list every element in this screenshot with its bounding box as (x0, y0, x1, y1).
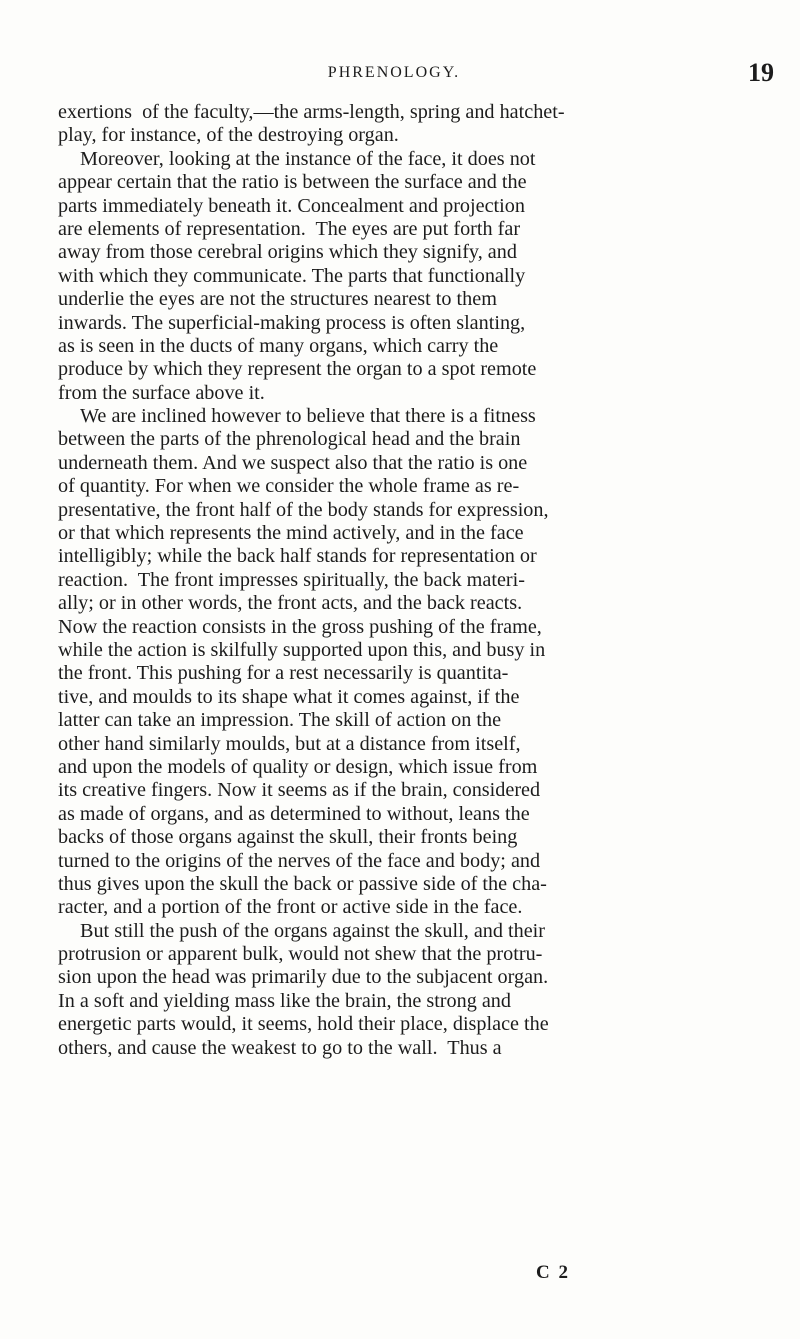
text-line: ally; or in other words, the front acts, and the back reacts. (58, 592, 523, 615)
text-line: protrusion or apparent bulk, would not shew that the protru- (58, 943, 543, 966)
printer-signature-mark: C 2 (536, 1262, 570, 1283)
running-title: PHRENOLOGY. (327, 64, 461, 81)
text-line: reaction. The front impresses spiritually, the back materi- (58, 568, 525, 591)
text-line: its creative fingers. Now it seems as if the brain, considered (58, 779, 541, 802)
text-line: inwards. The superficial-making process is often slanting, (58, 311, 526, 334)
text-line: with which they communicate. The parts that functionally (58, 264, 526, 287)
text-line: away from those cerebral origins which they signify, and (58, 241, 517, 264)
text-line: We are inclined however to believe that there is a fitness (80, 405, 536, 428)
body-text (58, 101, 798, 1060)
text-line: underlie the eyes are not the structures nearest to them (58, 288, 497, 311)
text-line: others, and cause the weakest to go to the wall. Thus a (58, 1036, 502, 1059)
text-line: But still the push of the organs against the skull, and their (80, 919, 546, 942)
text-line: In a soft and yielding mass like the brain, the strong and (58, 989, 511, 1012)
text-line: as made of organs, and as determined to without, leans the (58, 802, 530, 825)
text-line: turned to the origins of the nerves of the face and body; and (58, 849, 541, 872)
text-line: between the parts of the phrenological head and the brain (58, 428, 521, 451)
text-line: or that which represents the mind actively, and in the face (58, 522, 524, 545)
text-line: intelligibly; while the back half stands for representation or (58, 545, 537, 568)
text-line: tive, and moulds to its shape what it comes against, if the (58, 685, 520, 708)
text-line: from the surface above it. (58, 381, 265, 404)
text-line: parts immediately beneath it. Concealment and projection (58, 194, 525, 217)
text-line: while the action is skilfully supported upon this, and busy in (58, 638, 546, 661)
text-line: energetic parts would, it seems, hold their place, displace the (58, 1013, 549, 1036)
text-line: the front. This pushing for a rest necessarily is quantita- (58, 662, 509, 685)
text-line: Moreover, looking at the instance of the face, it does not (80, 147, 536, 170)
page-number: 19 (748, 58, 774, 87)
text-line: racter, and a portion of the front or active side in the face. (58, 896, 523, 919)
text-line: backs of those organs against the skull, their fronts being (58, 826, 518, 849)
text-line: and upon the models of quality or design, which issue from (58, 755, 538, 778)
text-line: presentative, the front half of the body stands for expression, (58, 498, 549, 521)
text-line: as is seen in the ducts of many organs, which carry the (58, 334, 499, 357)
text-line: thus gives upon the skull the back or passive side of the cha- (58, 872, 547, 895)
text-line: are elements of representation. The eyes are put forth far (58, 217, 521, 240)
text-line: underneath them. And we suspect also that the ratio is one (58, 451, 528, 474)
text-line: other hand similarly moulds, but at a distance from itself, (58, 732, 521, 755)
text-line: latter can take an impression. The skill of action on the (58, 709, 502, 732)
text-line: exertions of the faculty,—the arms-length, spring and hatchet- (58, 101, 565, 123)
text-line: produce by which they represent the organ to a spot remote (58, 358, 537, 381)
text-line: sion upon the head was primarily due to the subjacent organ. (58, 966, 549, 989)
text-line: Now the reaction consists in the gross pushing of the frame, (58, 615, 542, 638)
text-line: play, for instance, of the destroying organ. (58, 124, 399, 147)
page-header (54, 58, 774, 87)
text-line: appear certain that the ratio is between the surface and the (58, 171, 527, 194)
text-line: of quantity. For when we consider the whole frame as re- (58, 475, 520, 498)
